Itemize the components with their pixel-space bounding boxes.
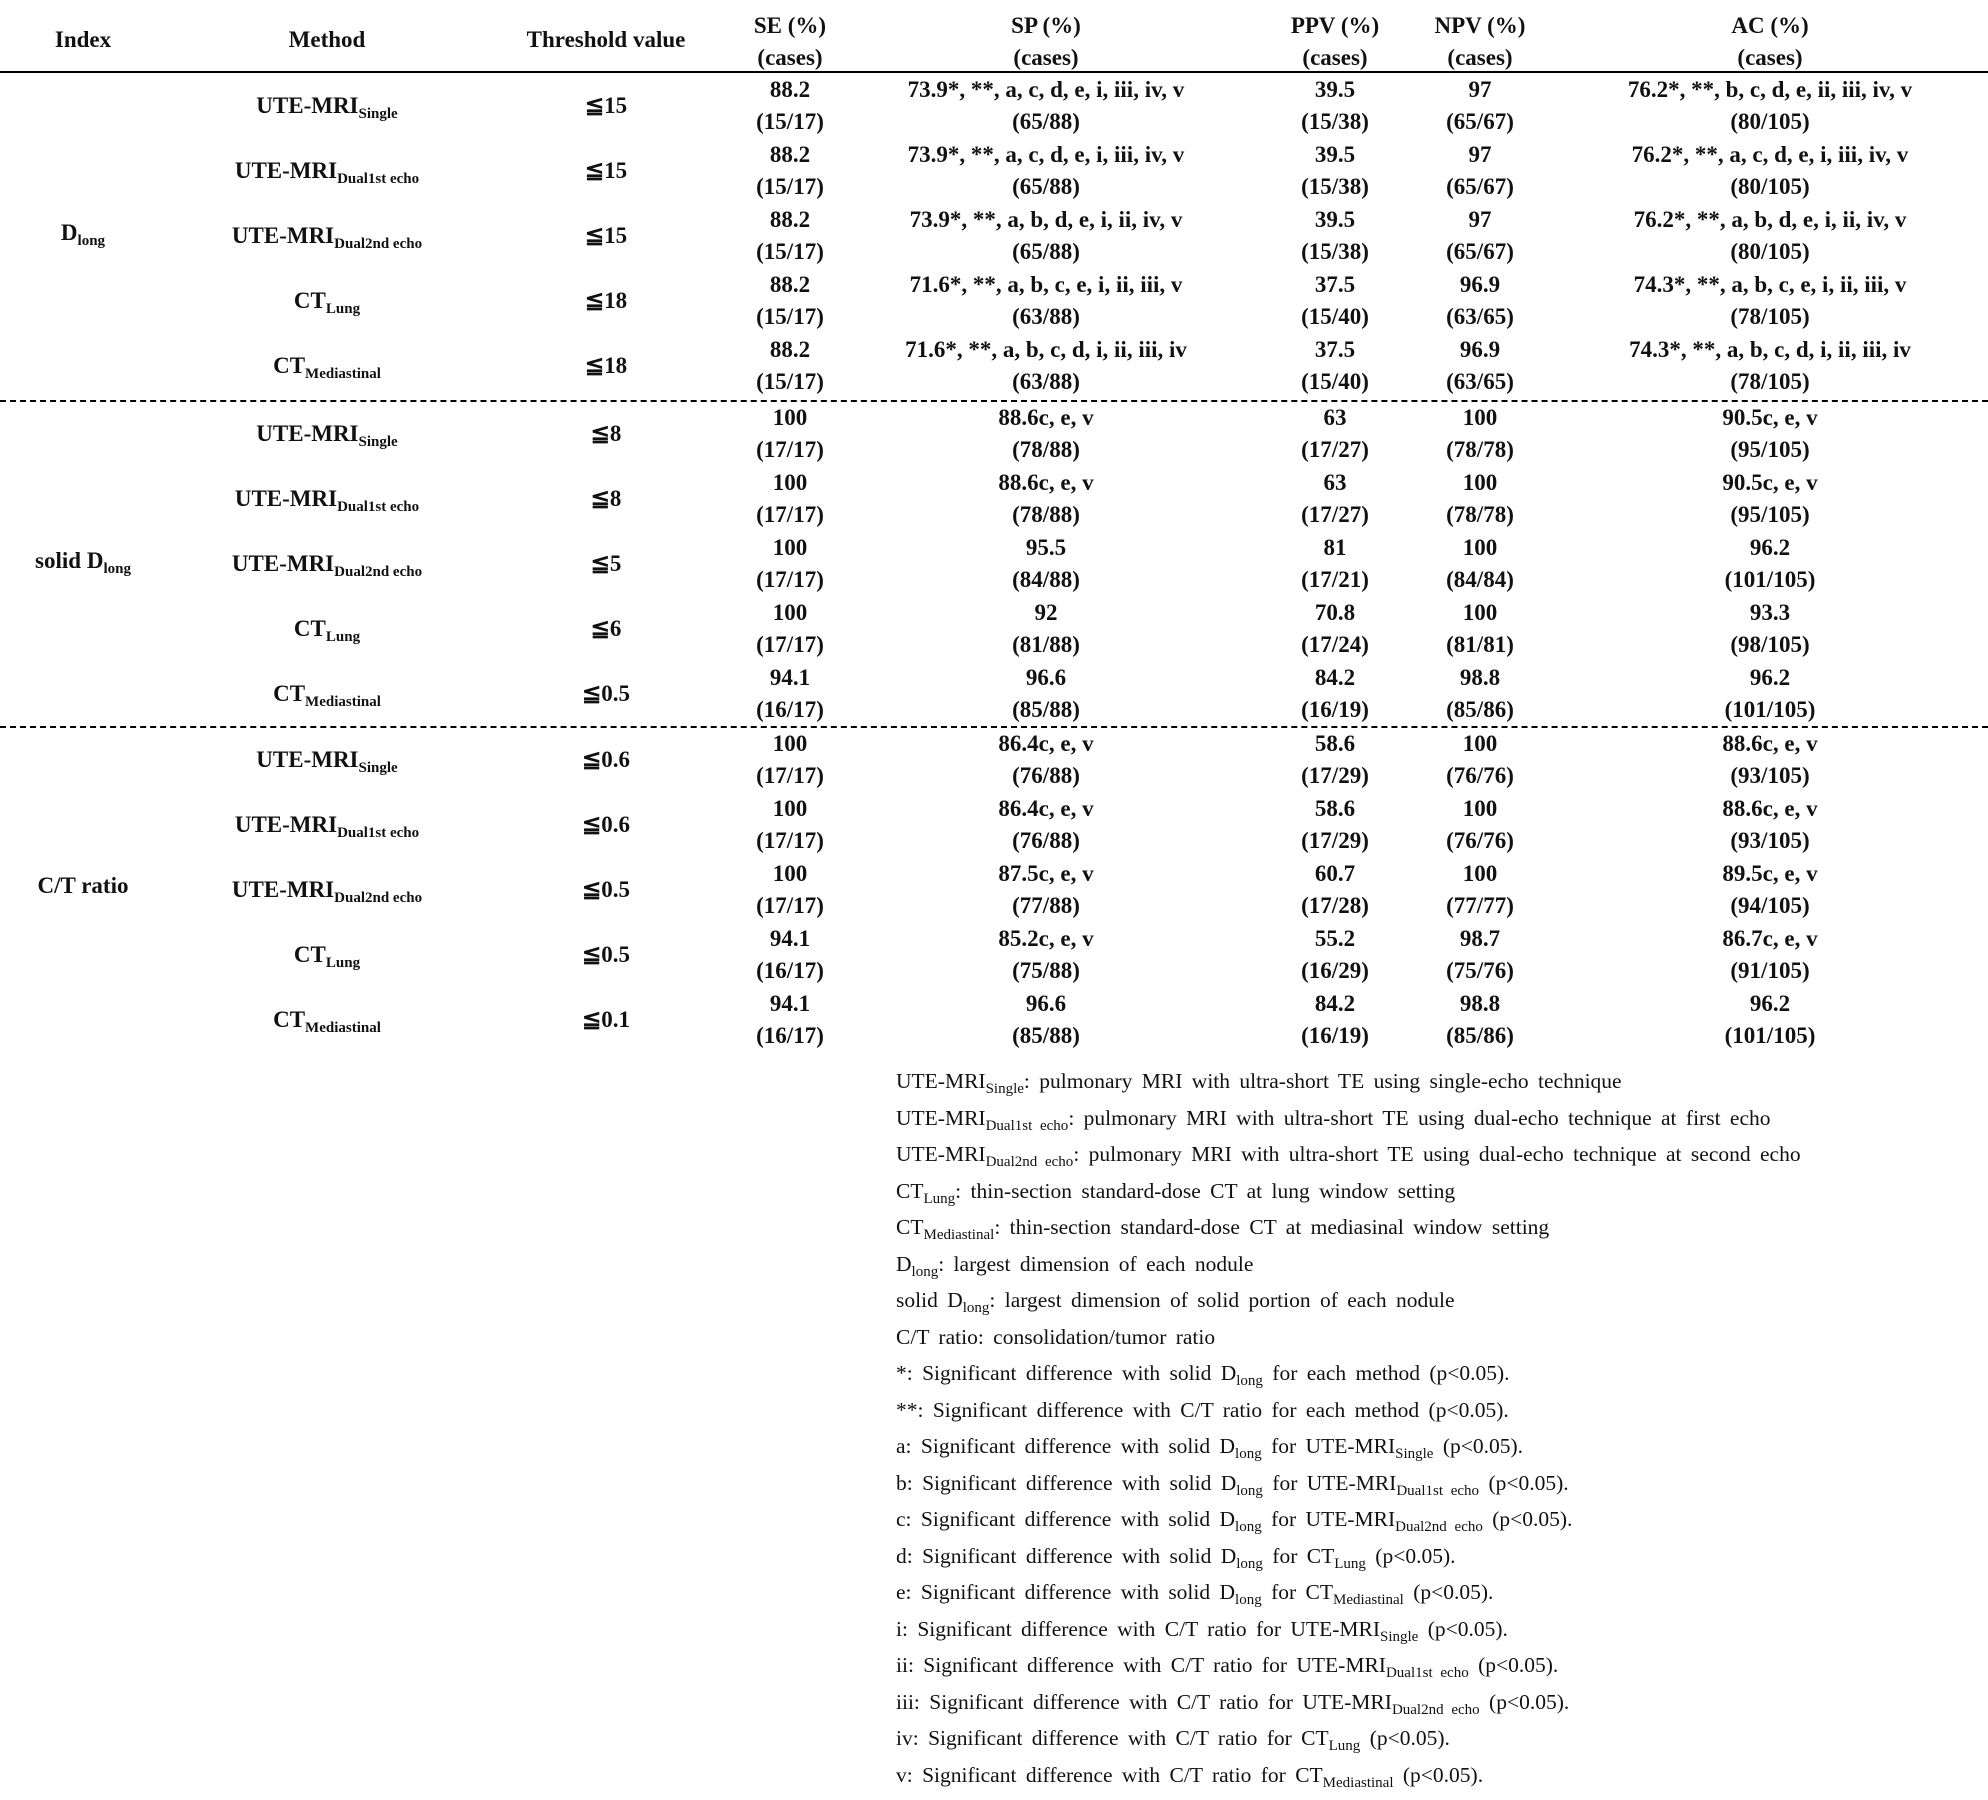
npv-cell: 97 (65/67) xyxy=(1446,207,1514,264)
method-cell: $CT_{Lung}$ xyxy=(293,616,361,645)
ac-cell: 96.2 (101/105) xyxy=(1724,535,1816,592)
threshold-cell: ≦0.6 xyxy=(581,812,631,837)
se-cell: 100 (17/17) xyxy=(756,796,824,853)
threshold-cell: ≦5 xyxy=(590,551,622,576)
ppv-cell: 60.7 (17/28) xyxy=(1301,861,1369,918)
threshold-cell: ≦15 xyxy=(584,223,628,248)
method-cell: UTE-$MRI_{Dual2nd echo}$ xyxy=(231,551,423,580)
threshold-cell: ≦8 xyxy=(590,421,622,446)
ppv-cell: 39.5 (15/38) xyxy=(1301,77,1369,134)
npv-cell: 98.8 (85/86) xyxy=(1446,665,1514,722)
threshold-cell: ≦18 xyxy=(584,288,628,313)
ppv-cell: 37.5 (15/40) xyxy=(1301,337,1369,394)
ac-cell: 90.5c, e, v (95/105) xyxy=(1722,470,1818,527)
ppv-cell: 84.2 (16/19) xyxy=(1301,991,1369,1048)
header-sp: SP (%) (cases) xyxy=(1011,13,1081,70)
ac-cell: 76.2*, **, a, c, d, e, i, iii, iv, v (80/105) xyxy=(1631,142,1909,199)
se-cell: 94.1 (16/17) xyxy=(756,665,824,722)
npv-cell: 100 (81/81) xyxy=(1446,600,1514,657)
method-cell: UTE-$MRI_{Dual2nd echo}$ xyxy=(231,223,423,252)
npv-cell: 100 (77/77) xyxy=(1446,861,1514,918)
footnote: *: Significant difference with solid $D_{long}$ for each method (p<0.05). xyxy=(896,1361,1510,1389)
method-cell: UTE-$MRI_{Dual1st echo}$ xyxy=(234,158,420,187)
npv-cell: 100 (78/78) xyxy=(1446,470,1514,527)
sp-cell: 71.6*, **, a, b, c, e, i, ii, iii, v (63/88) xyxy=(909,272,1183,329)
method-cell: $CT_{Mediastinal}$ xyxy=(273,681,381,710)
se-cell: 94.1 (16/17) xyxy=(756,991,824,1048)
sp-cell: 86.4c, e, v (76/88) xyxy=(998,731,1094,788)
threshold-cell: ≦6 xyxy=(590,616,622,641)
header-method: Method xyxy=(288,27,366,52)
se-cell: 88.2 (15/17) xyxy=(756,337,824,394)
header-npv: NPV (%) (cases) xyxy=(1434,13,1526,70)
ac-cell: 74.3*, **, a, b, c, e, i, ii, iii, v (78/105) xyxy=(1633,272,1907,329)
method-cell: $CT_{Mediastinal}$ xyxy=(273,353,381,382)
footnote: a: Significant difference with solid $D_{long}$ for UTE-$MRI_{Single}$ (p<0.05). xyxy=(896,1434,1524,1462)
method-cell: UTE-$MRI_{Dual1st echo}$ xyxy=(234,812,420,841)
ac-cell: 74.3*, **, a, b, c, d, i, ii, iii, iv (78/105) xyxy=(1629,337,1911,394)
header-rule xyxy=(0,71,1988,73)
sp-cell: 92 (81/88) xyxy=(1012,600,1080,657)
footnote: $CT_{Mediastinal}$: thin-section standard-dose CT at mediasinal window setting xyxy=(896,1215,1550,1243)
sp-cell: 86.4c, e, v (76/88) xyxy=(998,796,1094,853)
ppv-cell: 63 (17/27) xyxy=(1301,470,1369,527)
sp-cell: 88.6c, e, v (78/88) xyxy=(998,405,1094,462)
ac-cell: 88.6c, e, v (93/105) xyxy=(1722,731,1818,788)
npv-cell: 98.7 (75/76) xyxy=(1446,926,1514,983)
npv-cell: 98.8 (85/86) xyxy=(1446,991,1514,1048)
threshold-cell: ≦0.5 xyxy=(581,877,631,902)
footnote: C/T ratio: consolidation/tumor ratio xyxy=(896,1324,1216,1349)
threshold-cell: ≦0.5 xyxy=(581,942,631,967)
ppv-cell: 58.6 (17/29) xyxy=(1301,796,1369,853)
footnote: ii: Significant difference with C/T ratio for UTE-$MRI_{Dual1st echo}$ (p<0.05). xyxy=(896,1653,1559,1681)
sp-cell: 73.9*, **, a, c, d, e, i, iii, iv, v (65/88) xyxy=(907,77,1185,134)
ac-cell: 89.5c, e, v (94/105) xyxy=(1722,861,1818,918)
threshold-cell: ≦0.1 xyxy=(581,1007,631,1032)
threshold-cell: ≦0.5 xyxy=(581,681,631,706)
sp-cell: 96.6 (85/88) xyxy=(1012,665,1080,722)
ac-cell: 88.6c, e, v (93/105) xyxy=(1722,796,1818,853)
footnote: UTE-$MRI_{Dual2nd echo}$: pulmonary MRI with ultra-short TE using dual-echo technique at second echo xyxy=(896,1142,1801,1170)
se-cell: 100 (17/17) xyxy=(756,535,824,592)
method-cell: UTE-$MRI_{Single}$ xyxy=(256,747,398,776)
footnote: UTE-$MRI_{Single}$: pulmonary MRI with ultra-short TE using single-echo technique xyxy=(896,1069,1622,1097)
npv-cell: 100 (84/84) xyxy=(1446,535,1514,592)
sp-cell: 85.2c, e, v (75/88) xyxy=(998,926,1094,983)
header-threshold: Threshold value xyxy=(526,27,686,52)
ac-cell: 96.2 (101/105) xyxy=(1724,665,1816,722)
threshold-cell: ≦8 xyxy=(590,486,622,511)
threshold-cell: ≦0.6 xyxy=(581,747,631,772)
sp-cell: 73.9*, **, a, c, d, e, i, iii, iv, v (65/88) xyxy=(907,142,1185,199)
group-index-dlong: $D_{long}$ xyxy=(60,220,106,249)
footnote: $CT_{Lung}$: thin-section standard-dose CT at lung window setting xyxy=(896,1178,1456,1207)
footnote: iv: Significant difference with C/T ratio for $CT_{Lung}$ (p<0.05). xyxy=(896,1726,1450,1754)
footnote: solid $D_{long}$: largest dimension of solid portion of each nodule xyxy=(896,1288,1455,1316)
footnote: d: Significant difference with solid $D_{long}$ for $CT_{Lung}$ (p<0.05). xyxy=(896,1543,1456,1572)
footnote: v: Significant difference with C/T ratio for $CT_{Mediastinal}$ (p<0.05). xyxy=(896,1762,1484,1791)
method-cell: UTE-$MRI_{Dual2nd echo}$ xyxy=(231,877,423,906)
ac-cell: 93.3 (98/105) xyxy=(1730,600,1810,657)
ac-cell: 96.2 (101/105) xyxy=(1724,991,1816,1048)
sp-cell: 96.6 (85/88) xyxy=(1012,991,1080,1048)
footnote: $D_{long}$: largest dimension of each nodule xyxy=(896,1251,1254,1280)
se-cell: 88.2 (15/17) xyxy=(756,272,824,329)
se-cell: 100 (17/17) xyxy=(756,731,824,788)
ppv-cell: 70.8 (17/24) xyxy=(1301,600,1369,657)
threshold-cell: ≦15 xyxy=(584,93,628,118)
footnote: UTE-$MRI_{Dual1st echo}$: pulmonary MRI with ultra-short TE using dual-echo technique at first echo xyxy=(896,1105,1771,1134)
se-cell: 94.1 (16/17) xyxy=(756,926,824,983)
ac-cell: 76.2*, **, a, b, d, e, i, ii, iv, v (80/105) xyxy=(1633,207,1907,264)
method-cell: UTE-$MRI_{Single}$ xyxy=(256,93,398,122)
group-index-solid-dlong: solid $D_{long}$ xyxy=(35,548,131,577)
method-cell: UTE-$MRI_{Dual1st echo}$ xyxy=(234,486,420,515)
ppv-cell: 58.6 (17/29) xyxy=(1301,731,1369,788)
ppv-cell: 55.2 (16/29) xyxy=(1301,926,1369,983)
header-ppv: PPV (%) (cases) xyxy=(1290,13,1380,70)
ppv-cell: 84.2 (16/19) xyxy=(1301,665,1369,722)
se-cell: 100 (17/17) xyxy=(756,861,824,918)
header-index: Index xyxy=(54,27,112,52)
ac-cell: 90.5c, e, v (95/105) xyxy=(1722,405,1818,462)
header-se: SE (%) (cases) xyxy=(753,13,827,70)
se-cell: 100 (17/17) xyxy=(756,470,824,527)
footnote: b: Significant difference with solid $D_{long}$ for UTE-$MRI_{Dual1st echo}$ (p<0.05). xyxy=(896,1470,1569,1499)
sp-cell: 95.5 (84/88) xyxy=(1012,535,1080,592)
threshold-cell: ≦15 xyxy=(584,158,628,183)
se-cell: 100 (17/17) xyxy=(756,405,824,462)
method-cell: $CT_{Mediastinal}$ xyxy=(273,1007,381,1036)
ac-cell: 76.2*, **, b, c, d, e, ii, iii, iv, v (80/105) xyxy=(1627,77,1913,134)
npv-cell: 100 (76/76) xyxy=(1446,796,1514,853)
method-cell: $CT_{Lung}$ xyxy=(293,942,361,971)
table-header xyxy=(0,10,1988,74)
se-cell: 88.2 (15/17) xyxy=(756,142,824,199)
sp-cell: 88.6c, e, v (78/88) xyxy=(998,470,1094,527)
npv-cell: 96.9 (63/65) xyxy=(1446,272,1514,329)
ac-cell: 86.7c, e, v (91/105) xyxy=(1722,926,1818,983)
footnote: c: Significant difference with solid $D_{long}$ for UTE-$MRI_{Dual2nd echo}$ (p<0.05). xyxy=(896,1507,1573,1535)
group-index-ct-ratio: C/T ratio xyxy=(37,873,129,898)
footnote: iii: Significant difference with C/T ratio for UTE-$MRI_{Dual2nd echo}$ (p<0.05). xyxy=(896,1689,1570,1718)
sp-cell: 73.9*, **, a, b, d, e, i, ii, iv, v (65/88) xyxy=(909,207,1183,264)
ppv-cell: 63 (17/27) xyxy=(1301,405,1369,462)
table-footnotes xyxy=(896,1063,1801,1793)
footnote: **: Significant difference with C/T ratio for each method (p<0.05). xyxy=(896,1397,1509,1422)
header-ac: AC (%) (cases) xyxy=(1731,13,1809,70)
npv-cell: 100 (78/78) xyxy=(1446,405,1514,462)
ppv-cell: 39.5 (15/38) xyxy=(1301,207,1369,264)
threshold-cell: ≦18 xyxy=(584,353,628,378)
footnote: e: Significant difference with solid $D_{long}$ for $CT_{Mediastinal}$ (p<0.05). xyxy=(896,1580,1494,1608)
ppv-cell: 39.5 (15/38) xyxy=(1301,142,1369,199)
se-cell: 88.2 (15/17) xyxy=(756,207,824,264)
se-cell: 100 (17/17) xyxy=(756,600,824,657)
npv-cell: 96.9 (63/65) xyxy=(1446,337,1514,394)
npv-cell: 97 (65/67) xyxy=(1446,77,1514,134)
se-cell: 88.2 (15/17) xyxy=(756,77,824,134)
footnote: i: Significant difference with C/T ratio for UTE-$MRI_{Single}$ (p<0.05). xyxy=(896,1616,1508,1645)
npv-cell: 97 (65/67) xyxy=(1446,142,1514,199)
sp-cell: 71.6*, **, a, b, c, d, i, ii, iii, iv (63/88) xyxy=(905,337,1187,394)
sp-cell: 87.5c, e, v (77/88) xyxy=(998,861,1094,918)
method-cell: $CT_{Lung}$ xyxy=(293,288,361,317)
method-cell: UTE-$MRI_{Single}$ xyxy=(256,421,398,450)
ppv-cell: 37.5 (15/40) xyxy=(1301,272,1369,329)
npv-cell: 100 (76/76) xyxy=(1446,731,1514,788)
ppv-cell: 81 (17/21) xyxy=(1301,535,1369,592)
